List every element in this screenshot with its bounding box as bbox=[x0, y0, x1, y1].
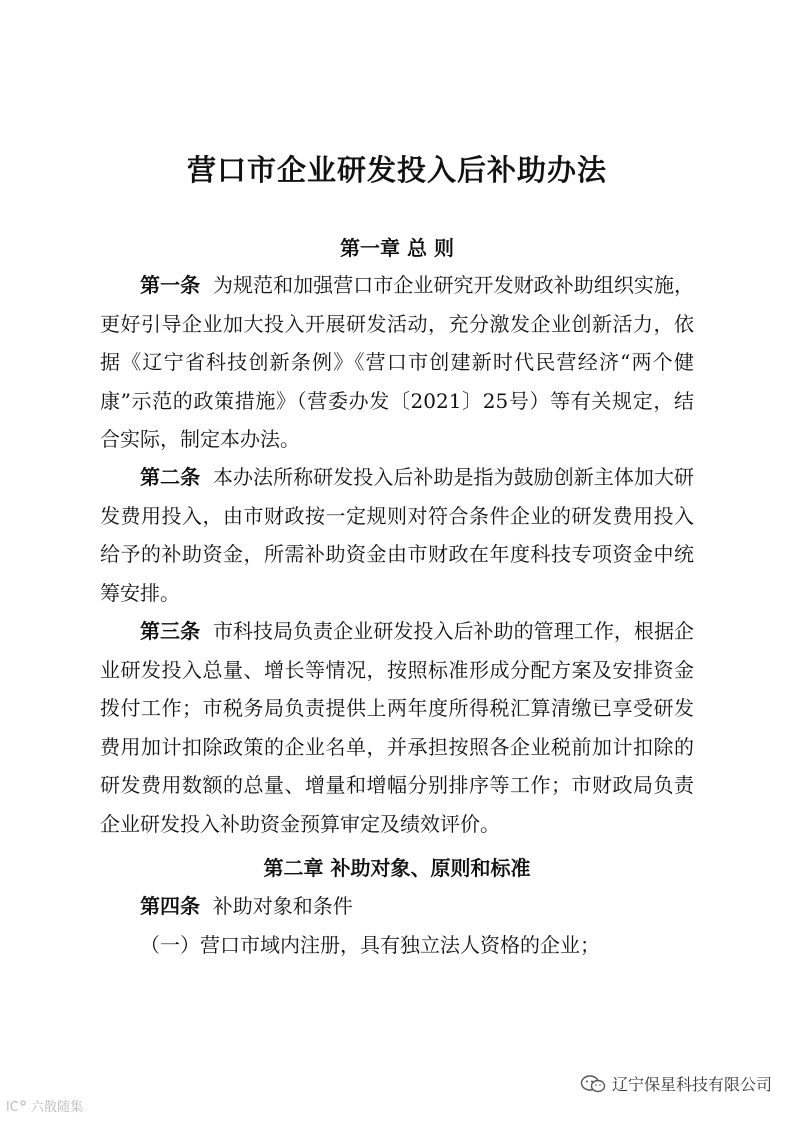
article-4-label: 第四条 bbox=[140, 894, 200, 918]
logo-icon bbox=[6, 1098, 28, 1114]
article-2-label: 第二条 bbox=[140, 465, 201, 489]
article-2-text: 本办法所称研发投入后补助是指为鼓励创新主体加大研发费用投入，由市财政按一定规则对符合条件企业的研发费用投入给予的补助资金，所需补助资金由市财政在年度科技专项资金中统筹安排。 bbox=[100, 465, 695, 605]
wechat-icon bbox=[580, 1074, 606, 1094]
watermark-left bbox=[6, 1096, 83, 1115]
watermark-right-text: 辽宁保星科技有限公司 bbox=[611, 1075, 772, 1094]
article-3 bbox=[100, 612, 694, 843]
article-4 bbox=[140, 890, 353, 919]
article-3-text: 市科技局负责企业研发投入后补助的管理工作，根据企业研发投入总量、增长等情况，按照标准形成分配方案及安排资金拨付工作；市税务局负责提供上两年度所得税汇算清缴已享受研发费用加计扣除政策的企业名单，并承担按照各企业税前加计扣除的研发费用数额的总量、增量和增幅分别排序等工作；市财政局负责企业研发投入补助资金预算审定及绩效评价。 bbox=[100, 619, 695, 836]
watermark-right bbox=[580, 1072, 772, 1095]
document-title: 营口市企业研发投入后补助办法 bbox=[186, 153, 607, 187]
article-4-text: 补助对象和条件 bbox=[212, 894, 353, 918]
svg-text:lC: lC bbox=[6, 1099, 19, 1114]
article-2 bbox=[100, 458, 694, 612]
article-3-label: 第三条 bbox=[140, 619, 201, 643]
article-1-text: 为规范和加强营口市企业研究开发财政补助组织实施，更好引导企业加大投入开展研发活动，充分激发企业创新活力，依据《辽宁省科技创新条例》《营口市创建新时代民营经济“两个健康”示范的政策措施》（营委办发〔2021〕25号）等有关规定，结合实际，制定本办法。 bbox=[100, 273, 695, 451]
article-1-label: 第一条 bbox=[140, 273, 201, 297]
article-1 bbox=[100, 266, 694, 459]
watermark-left-text: 六散随集 bbox=[31, 1100, 84, 1115]
item-1: （一）营口市域内注册，具有独立法人资格的企业； bbox=[140, 933, 600, 957]
chapter-2-heading: 第二章 补助对象、原则和标准 bbox=[263, 856, 531, 880]
chapter-1-heading: 第一章 总 则 bbox=[340, 236, 454, 260]
